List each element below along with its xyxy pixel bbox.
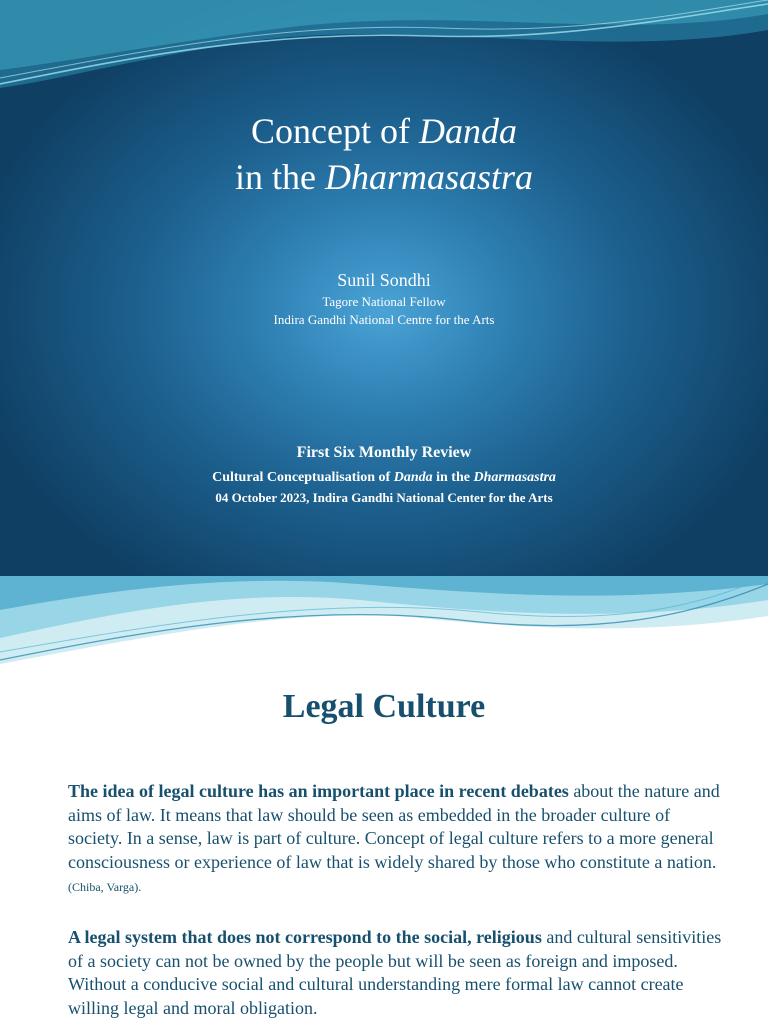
title-line-2: in the Dharmasastra: [234, 157, 534, 197]
decorative-wave-top: [0, 0, 768, 110]
review-title: First Six Monthly Review: [296, 444, 472, 461]
paragraph-legal-system: [68, 926, 728, 1020]
paragraph-lead: The idea of legal culture has an important place in recent debates: [68, 781, 569, 801]
title-line-1: Concept of Danda: [251, 111, 517, 151]
slide-heading: Legal Culture: [282, 688, 486, 725]
paragraph-lead: A legal system that does not correspond to the social, religious: [68, 927, 542, 947]
decorative-wave-content: [0, 576, 768, 676]
review-subtitle: Cultural Conceptualisation of Danda in the Dharmasastra: [212, 470, 556, 485]
fellowship-text: Tagore National Fellow: [322, 294, 446, 309]
paragraph-body: and cultural sensitivities of a society can not be owned by the people but will be seen as foreign and imposed. Without a conducive social and cultural understanding mere formal law cannot create willing legal and moral obligation.: [68, 927, 722, 1018]
review-date: 04 October 2023, Indira Gandhi National Center for the Arts: [215, 490, 553, 505]
citation: (Chiba, Varga).: [68, 880, 142, 894]
paragraph-body: about the nature and aims of law. It means that law should be seen as embedded in the broader culture of society. In a sense, law is part of culture. Concept of legal culture refers to a more general consciousness or experience of law that is widely shared by those who constitute a nation.: [68, 781, 720, 872]
institution-text: Indira Gandhi National Centre for the Arts: [273, 312, 495, 327]
paragraph-legal-culture: [68, 780, 728, 900]
author-name: Sunil Sondhi: [337, 270, 431, 290]
content-slide: [0, 576, 768, 1024]
